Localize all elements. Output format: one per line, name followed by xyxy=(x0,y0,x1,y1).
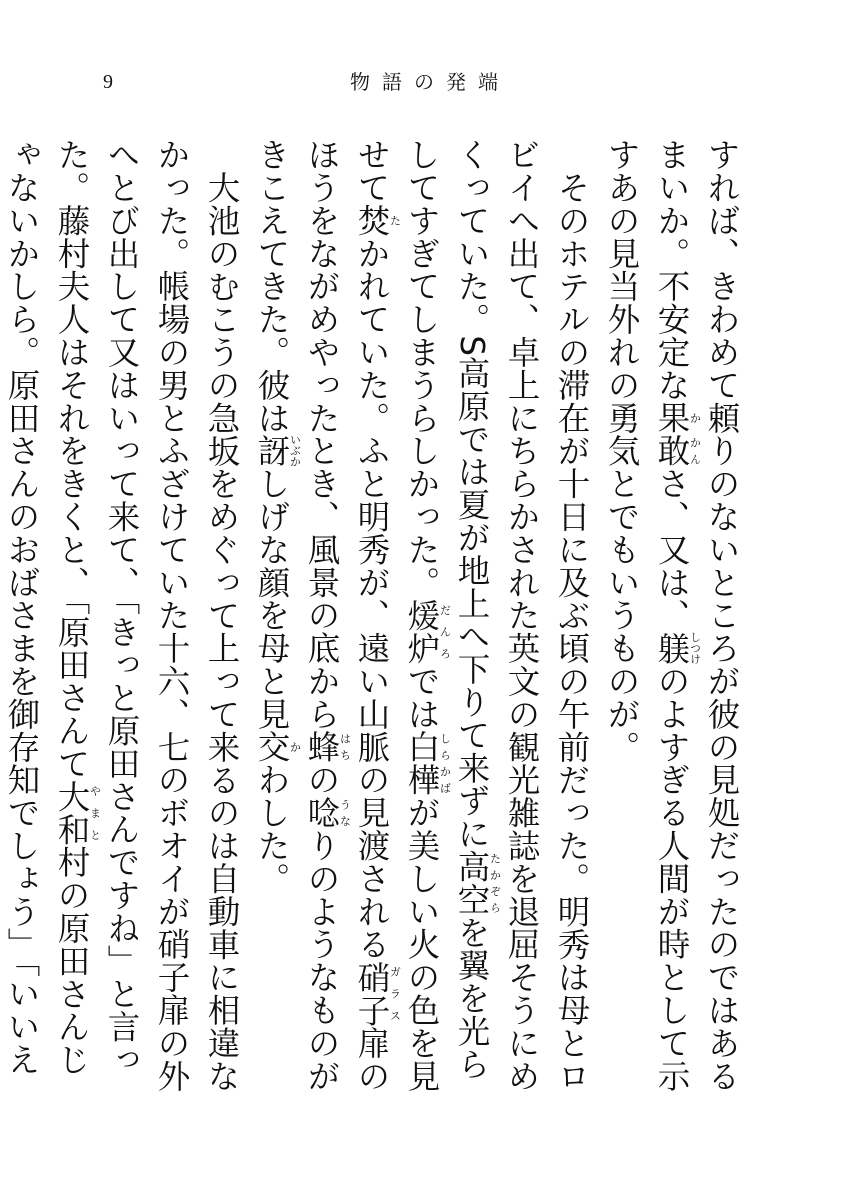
ruby-word xyxy=(353,960,402,1027)
ruby-base: 大和 xyxy=(53,779,91,846)
ruby-base: 訝 xyxy=(253,434,291,468)
ruby-reading: か xyxy=(688,401,702,435)
ruby-base: 蜂 xyxy=(303,730,341,764)
ruby-base: 敢 xyxy=(653,434,691,468)
ruby-base: 白樺 xyxy=(403,730,441,797)
ruby-word xyxy=(53,779,102,846)
ruby-word xyxy=(653,631,702,665)
ruby-reading: いぶか xyxy=(288,434,302,468)
ruby-base: 硝子 xyxy=(353,960,391,1027)
ruby-word xyxy=(303,730,352,764)
ruby-reading: しらかば xyxy=(438,730,452,797)
text-run: そのホテルの滞在が十日に及ぶ頃の午前だった。明秀は母とロビイへ出て、卓上にちらかされた英文の観光雑誌を退屈そうにめくっていた。S高原では夏が地上へ下りて来ずに xyxy=(453,138,591,1093)
ruby-word xyxy=(253,730,302,764)
running-title: 物語の発端 xyxy=(350,70,510,94)
ruby-base: 煖炉 xyxy=(403,598,441,665)
text-run: の xyxy=(303,763,341,797)
text-run: が美しい火の色を見せて xyxy=(353,138,441,1093)
ruby-reading: はち xyxy=(338,730,352,764)
ruby-word xyxy=(303,796,352,829)
ruby-base: 交 xyxy=(253,730,291,764)
text-run: すれば、きわめて頼りのないところが彼の見処だったのではあるまいか。不安定な xyxy=(653,138,741,1093)
text-run: しげな顔を母と見 xyxy=(253,467,291,731)
ruby-reading: うな xyxy=(338,796,352,829)
ruby-word xyxy=(353,203,402,237)
ruby-reading: かん xyxy=(688,434,702,467)
text-run: を翼を光らしてすぎてしまうらしかった。 xyxy=(403,138,491,1081)
paragraph xyxy=(247,138,597,1098)
text-run: 村の原田さんじゃないかしら。原田さんのおばさまを御存知でしょう」「いいえ xyxy=(3,138,91,1076)
page-number: 9 xyxy=(103,71,113,93)
text-run: のよすぎる人間が時として示すあの見当外れの勇気とでもいうものが。 xyxy=(603,138,691,1093)
ruby-word xyxy=(253,434,302,468)
ruby-reading: だんろ xyxy=(438,598,452,665)
ruby-base: 唸 xyxy=(303,796,341,829)
body-text xyxy=(3,138,747,1098)
ruby-word xyxy=(453,849,502,916)
paragraph xyxy=(0,138,247,1098)
ruby-reading: たかぞら xyxy=(488,849,502,916)
text-run: では xyxy=(403,664,441,731)
text-run: さ、又は、 xyxy=(653,467,691,632)
ruby-base: 焚 xyxy=(353,203,391,237)
ruby-reading: た xyxy=(388,203,402,237)
text-run: わした。 xyxy=(253,763,291,895)
ruby-reading: やまと xyxy=(88,779,102,846)
text-run: 大池のむこうの急坂をめぐって上って来るのは自動車に相違なかった。帳場の男とふざけていた十六、七のボオイが硝子扉の外へとび出して又はいって来て、「きっと原田さんですね」と言った。藤村夫人はそれをきくと、「原田さんて xyxy=(53,138,241,1093)
text-run: 扉のほうをながめやったとき、風景の底から xyxy=(303,138,391,1093)
ruby-reading: しつけ xyxy=(688,631,702,665)
ruby-reading: か xyxy=(288,730,302,764)
ruby-word xyxy=(403,598,452,665)
ruby-word xyxy=(653,401,702,435)
ruby-reading: ガラス xyxy=(388,960,402,1027)
paragraph xyxy=(597,138,747,1098)
ruby-base: 躾 xyxy=(653,631,691,665)
ruby-base: 高空 xyxy=(453,849,491,916)
text-run: かれていた。ふと明秀が、遠い山脈の見渡される xyxy=(353,236,391,961)
ruby-word xyxy=(403,730,452,797)
ruby-base: 果 xyxy=(653,401,691,435)
ruby-word xyxy=(653,434,702,468)
text-run: りのようなものがきこえてきた。彼は xyxy=(253,138,341,1093)
